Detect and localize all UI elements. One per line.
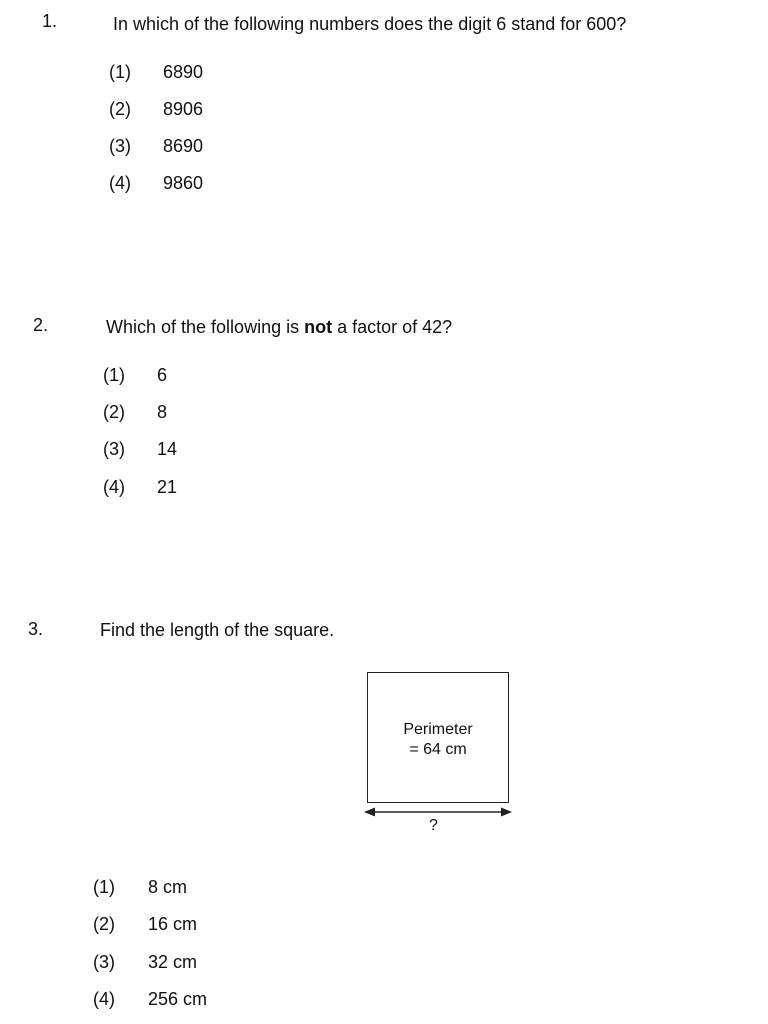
question-text-part: a factor of 42? — [332, 317, 453, 337]
double-arrow-icon — [362, 804, 514, 820]
perimeter-label-line: = 64 cm — [409, 741, 467, 758]
answer-option[interactable] — [103, 402, 168, 423]
question-text: In which of the following numbers does the digit 6 stand for 600? — [113, 14, 627, 34]
option-label: (2) — [103, 402, 125, 422]
answer-option[interactable] — [103, 439, 178, 460]
answer-option[interactable] — [109, 173, 204, 194]
question-number: 1. — [42, 11, 58, 31]
option-label: (1) — [103, 365, 125, 385]
option-label: (1) — [109, 62, 131, 82]
perimeter-label — [368, 720, 508, 760]
option-value: 256 cm — [148, 989, 208, 1009]
option-value: 32 cm — [148, 952, 198, 972]
answer-option[interactable] — [93, 952, 198, 973]
option-label: (2) — [109, 99, 131, 119]
option-value: 14 — [157, 439, 178, 459]
question-emphasis: not — [304, 317, 333, 337]
question-text-part: Which of the following is — [106, 317, 305, 337]
option-value: 8 cm — [148, 877, 188, 897]
answer-option[interactable] — [109, 136, 204, 157]
side-length-label: ? — [429, 817, 438, 834]
option-value: 21 — [157, 477, 178, 497]
question-text: Find the length of the square. — [100, 620, 335, 640]
answer-option[interactable] — [109, 99, 204, 120]
answer-option[interactable] — [103, 477, 178, 498]
option-label: (3) — [103, 439, 125, 459]
option-label: (1) — [93, 877, 115, 897]
option-value: 8690 — [163, 136, 204, 156]
question-number: 2. — [33, 315, 49, 335]
answer-option[interactable] — [93, 914, 198, 935]
answer-option[interactable] — [103, 365, 168, 386]
option-value: 16 cm — [148, 914, 198, 934]
option-value: 6 — [157, 365, 168, 385]
option-label: (2) — [93, 914, 115, 934]
answer-option[interactable] — [93, 877, 188, 898]
answer-option[interactable] — [93, 989, 208, 1010]
option-label: (3) — [93, 952, 115, 972]
perimeter-label-line: Perimeter — [403, 721, 473, 738]
square-figure — [367, 672, 509, 803]
question-number: 3. — [28, 619, 44, 639]
question-text — [106, 317, 452, 338]
option-value: 9860 — [163, 173, 204, 193]
option-value: 8906 — [163, 99, 204, 119]
option-value: 8 — [157, 402, 168, 422]
option-label: (4) — [103, 477, 125, 497]
option-label: (4) — [93, 989, 115, 1009]
option-label: (3) — [109, 136, 131, 156]
option-value: 6890 — [163, 62, 204, 82]
option-label: (4) — [109, 173, 131, 193]
answer-option[interactable] — [109, 62, 204, 83]
